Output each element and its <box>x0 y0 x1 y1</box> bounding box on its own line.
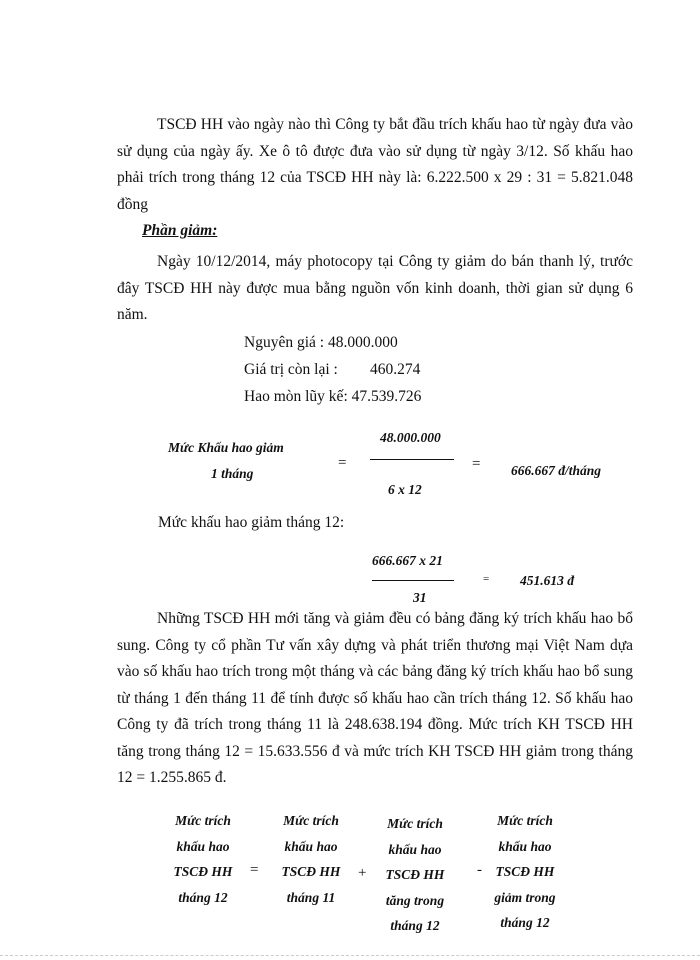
formula1-denominator: 6 x 12 <box>388 482 422 497</box>
paragraph-photocopy <box>117 249 633 329</box>
formula3-col-dec12 <box>158 808 248 910</box>
formula3-op-equals: = <box>250 862 259 878</box>
formula2-denominator: 31 <box>413 590 427 605</box>
heading-decrease: Phần giảm: <box>142 222 218 239</box>
formula3-col1-line: Mức trích <box>175 813 231 828</box>
paragraph-3-text: Những TSCĐ HH mới tăng và giảm đều có bảng đăng ký trích khấu hao bổ sung. Công ty cổ phần Tư vấn xây dựng và phát triển thương mại Việt Nam dựa vào số khấu hao trích trong một tháng và các bảng đăng ký trích khấu hao bổ sung từ tháng 1 đến tháng 11 để tính được số khấu hao cần trích tháng 12. Số khấu hao Công ty đã trích trong tháng 11 là 248.638.194 đồng. Mức trích KH TSCĐ HH tăng trong tháng 12 = 15.633.556 đ và mức trích KH TSCĐ HH giảm trong tháng 12 = 1.255.865 đ. <box>117 610 633 786</box>
decrease-dec12-label: Mức khấu hao giảm tháng 12: <box>158 514 345 531</box>
formula3-col3-line: Mức trích <box>387 816 443 831</box>
formula3-col2-line: tháng 11 <box>286 889 336 905</box>
formula1-equals1: = <box>338 455 347 471</box>
formula2-equals: = <box>483 573 490 585</box>
formula3-col1-line: tháng 12 <box>178 889 228 905</box>
paragraph-2-text: Ngày 10/12/2014, máy photocopy tại Công ty giảm do bán thanh lý, trước đây TSCĐ HH này được mua bằng nguồn vốn kinh doanh, thời gian sử dụng 6 năm. <box>117 253 633 323</box>
formula3-op-plus: + <box>358 865 367 881</box>
formula3-col3-line: tăng trong <box>385 892 445 908</box>
formula1-label-line1: Mức Khấu hao giảm <box>168 440 284 455</box>
page-bottom-divider <box>0 955 700 956</box>
formula2-result: 451.613 đ <box>520 573 574 588</box>
accumulated-depreciation: Hao mòn lũy kế: 47.539.726 <box>244 388 422 405</box>
formula3-col2-line: Mức trích <box>283 813 339 828</box>
formula1-result: 666.667 đ/tháng <box>511 463 602 478</box>
remaining-value: 460.274 <box>370 361 421 378</box>
formula3-col4-line: khấu hao <box>498 838 552 854</box>
formula3-col4-line: Mức trích <box>497 813 553 828</box>
formula3-col-decrease <box>480 808 570 936</box>
formula3-col3-line: TSCĐ HH <box>385 867 445 882</box>
formula1-fraction-bar <box>370 459 454 460</box>
paragraph-1-text: TSCĐ HH vào ngày nào thì Công ty bắt đầu trích khấu hao từ ngày đưa vào sử dụng của ngày ấy. Xe ô tô được đưa vào sử dụng từ ngày 3/12. Số khấu hao phải trích trong tháng 12 của TSCĐ HH này là: 6.222.500 x 29 : 31 = 5.821.048 đồng <box>117 116 633 213</box>
formula3-col4-line: giảm trong <box>494 889 556 905</box>
formula2-fraction-bar <box>372 580 454 581</box>
formula3-col-nov11 <box>266 808 356 910</box>
formula3-col1-line: TSCĐ HH <box>173 864 233 879</box>
paragraph-summary <box>117 606 633 792</box>
formula2-numerator: 666.667 x 21 <box>372 553 443 568</box>
formula1-numerator: 48.000.000 <box>380 430 441 445</box>
formula3-op-minus: - <box>477 862 482 878</box>
formula3-col1-line: khấu hao <box>176 838 230 854</box>
formula3-col-increase <box>370 811 460 939</box>
formula3-col3-line: khấu hao <box>388 841 442 857</box>
formula3-col2-line: TSCĐ HH <box>281 864 341 879</box>
formula3-col3-line: tháng 12 <box>390 918 440 933</box>
formula3-col4-line: tháng 12 <box>500 915 550 930</box>
formula3-col2-line: khấu hao <box>284 838 338 854</box>
original-cost: Nguyên giá : 48.000.000 <box>244 334 398 351</box>
formula1-equals2: = <box>472 456 481 472</box>
remaining-value-label: Giá trị còn lại : <box>244 361 338 378</box>
paragraph-depreciation-car <box>117 112 633 218</box>
formula1-label-line2: 1 tháng <box>211 466 254 481</box>
formula3-col4-line: TSCĐ HH <box>495 864 555 879</box>
